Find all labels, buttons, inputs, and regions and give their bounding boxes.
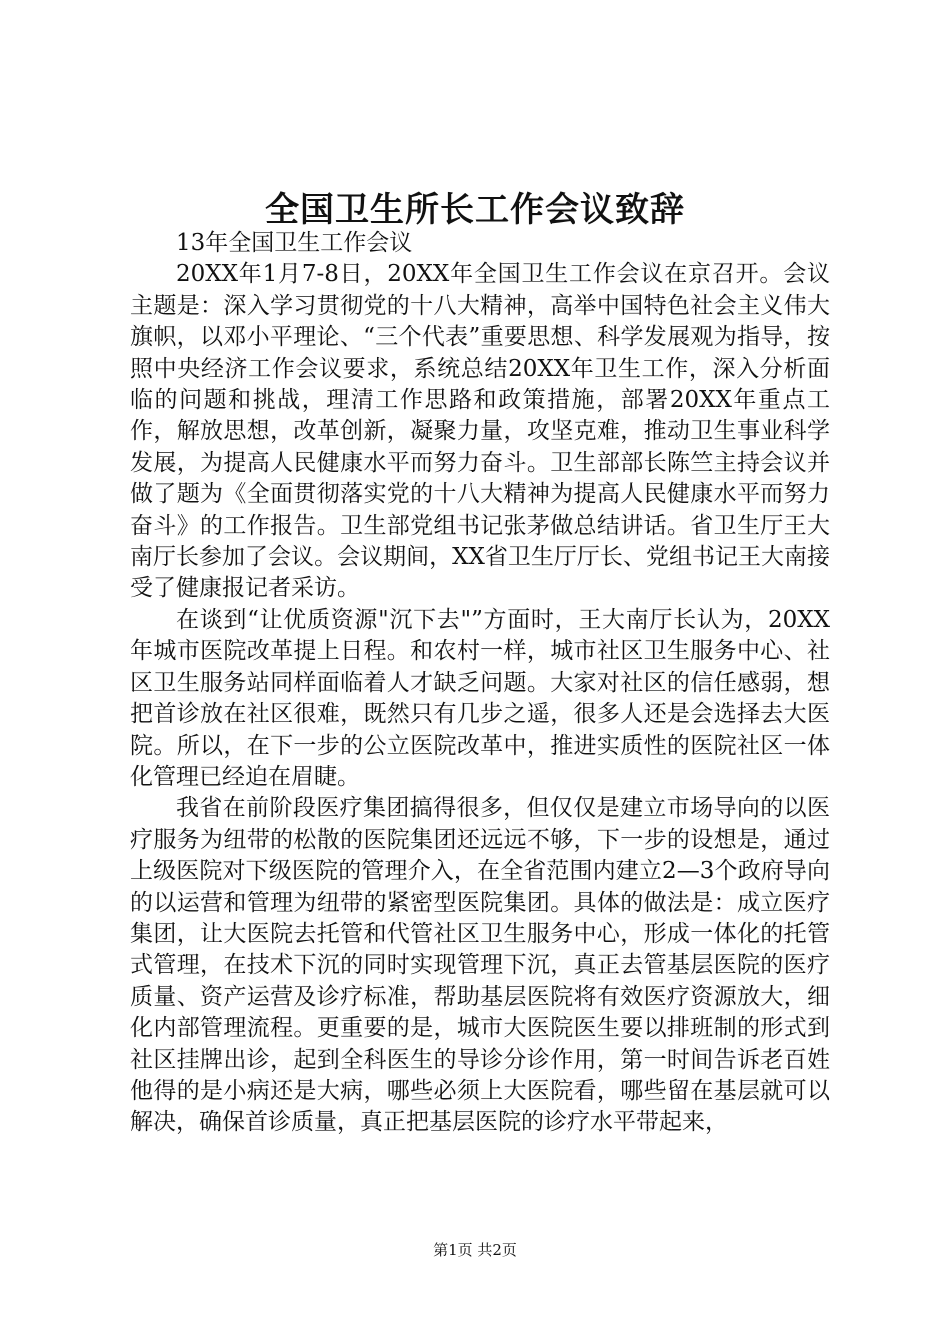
document-body bbox=[130, 228, 830, 1139]
paragraph-hospital-groups: 我省在前阶段医疗集团搞得很多，但仅仅是建立市场导向的以医疗服务为纽带的松散的医院集团还远远不够，下一步的设想是，通过上级医院对下级医院的管理介入，在全省范围内建立2—3个政府导向的以运营和管理为纽带的紧密型医院集团。具体的做法是：成立医疗集团，让大医院去托管和代管社区卫生服务中心，形成一体化的托管式管理，在技术下沉的同时实现管理下沉，真正去管基层医院的医疗质量、资产运营及诊疗标准，帮助基层医院将有效医疗资源放大，细化内部管理流程。更重要的是，城市大医院医生要以排班制的形式到社区挂牌出诊，起到全科医生的导诊分诊作用，第一时间告诉老百姓他得的是小病还是大病，哪些必须上大医院看，哪些留在基层就可以解决，确保首诊质量，真正把基层医院的诊疗水平带起来， bbox=[130, 795, 830, 1136]
page-indicator: 第1页 共2页 bbox=[433, 1241, 517, 1259]
paragraph-meeting-summary: 20XX年1月7-8日，20XX年全国卫生工作会议在京召开。会议主题是：深入学习贯彻党的十八大精神，高举中国特色社会主义伟大旗帜，以邓小平理论、“三个代表”重要思想、科学发展观为指导，按照中央经济工作会议要求，系统总结20XX年卫生工作，深入分析面临的问题和挑战，理清工作思路和政策措施，部署20XX年重点工作，解放思想，改革创新，凝聚力量，攻坚克难，推动卫生事业科学发展，为提高人民健康水平而努力奋斗。卫生部部长陈竺主持会议并做了题为《全面贯彻落实党的十八大精神为提高人民健康水平而努力奋斗》的工作报告。卫生部党组书记张茅做总结讲话。省卫生厅王大南厅长参加了会议。会议期间，XX省卫生厅厅长、党组书记王大南接受了健康报记者采访。 bbox=[130, 261, 830, 602]
document-title: 全国卫生所长工作会议致辞 bbox=[265, 190, 685, 230]
paragraph-quality-resources: 在谈到“让优质资源"沉下去"”方面时，王大南厅长认为，20XX年城市医院改革提上日程。和农村一样，城市社区卫生服务中心、社区卫生服务站同样面临着人才缺乏问题。大家对社区的信任感弱，想把首诊放在社区很难，既然只有几步之遥，很多人还是会选择去大医院。所以，在下一步的公立医院改革中，推进实质性的医院社区一体化管理已经迫在眉睫。 bbox=[130, 606, 830, 790]
paragraph-meeting-name: 13年全国卫生工作会议 bbox=[176, 230, 413, 256]
